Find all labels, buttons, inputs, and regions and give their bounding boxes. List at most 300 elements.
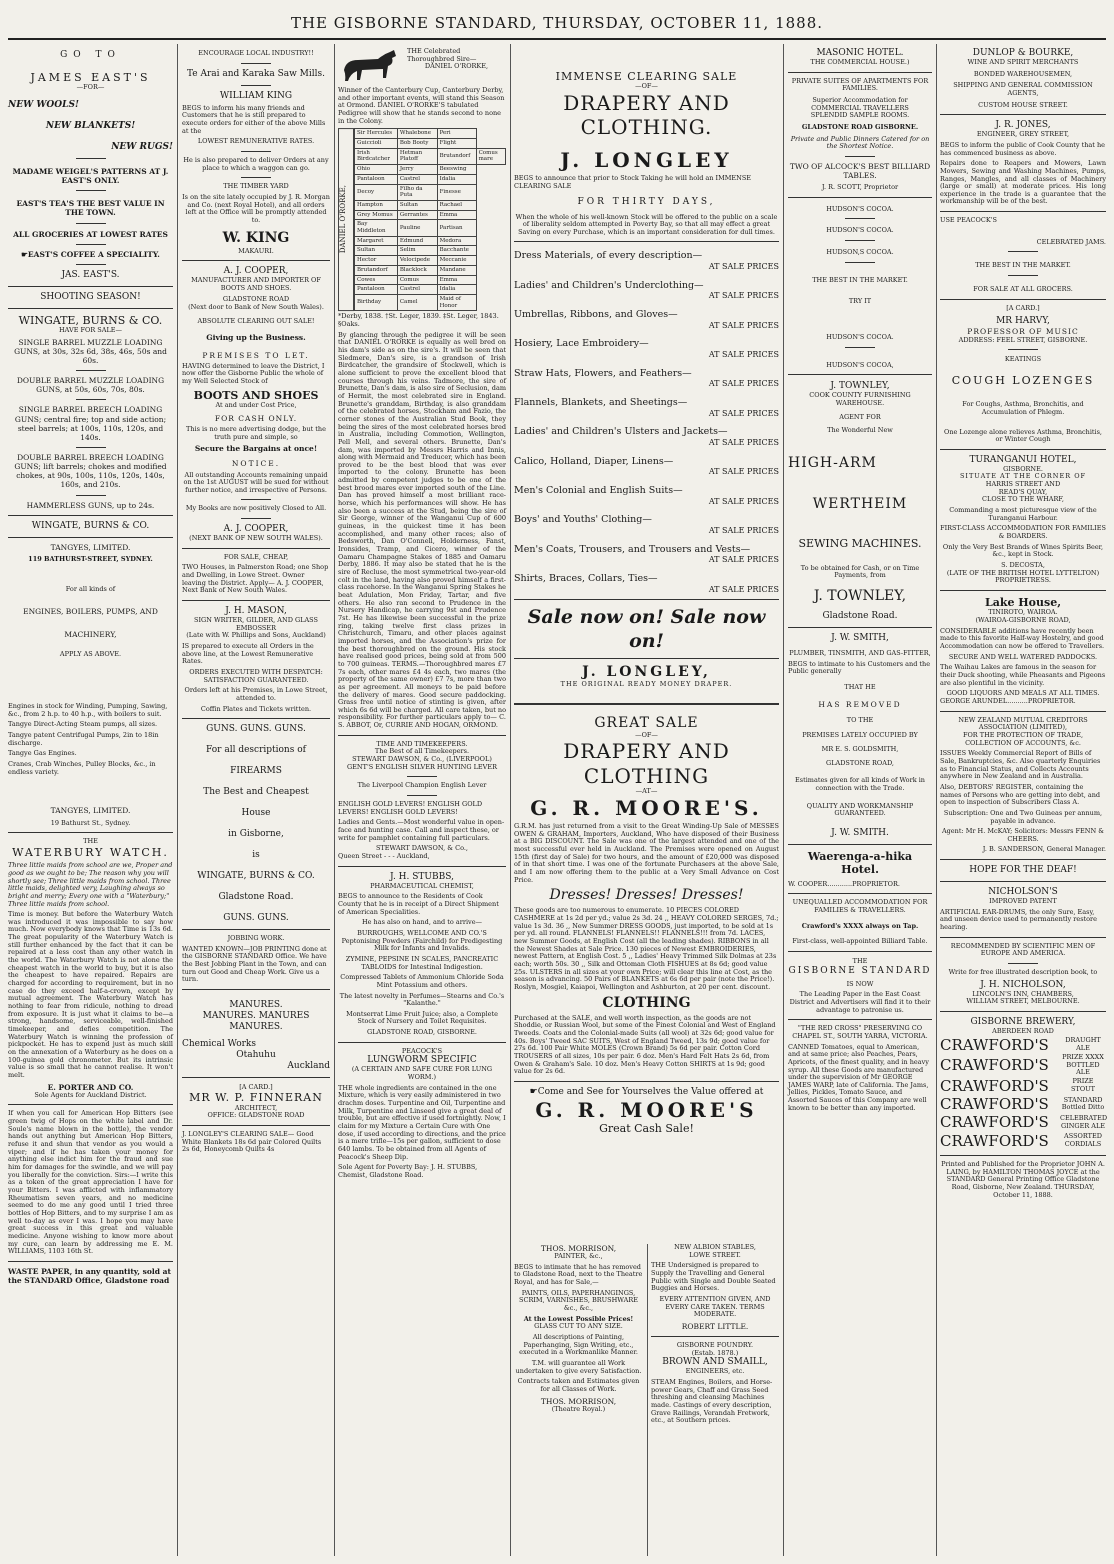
sale-item-price: AT SALE PRICES (708, 408, 779, 418)
sale-item-price: AT SALE PRICES (708, 291, 779, 301)
waihau-lakes: The Waihau Lakes are famous in the season for their Duck shooting, while Pheasants and Pigeons are also plentiful in the vicinity. (940, 663, 1106, 687)
best-timekeepers: The Best of all Timekeepers. (374, 747, 470, 756)
divider (940, 1155, 1106, 1156)
pedigree-row (355, 165, 506, 175)
robert-little: ROBERT LITTLE. (681, 1321, 749, 1331)
use-peacocks: USE PEACOCK'S (940, 216, 997, 225)
come-and-see (514, 1087, 779, 1098)
sale-item (514, 280, 779, 301)
every-attention: EVERY ATTENTION GIVEN, AND EVERY CARE TAKEN. TERMS MODERATE. (659, 1294, 771, 1319)
divider (788, 197, 932, 198)
proprietress: PROPRIETRESS. (995, 576, 1051, 585)
gisborne-label: GISBORNE. (1003, 464, 1043, 473)
zymine: ZYMINE, PEPSINE IN SCALES, PANCREATIC TABLOIDS for Intestinal Indigestion. (345, 954, 499, 971)
jh-nicholson: J. H. NICHOLSON, (980, 979, 1066, 990)
pedigree-row (355, 220, 506, 236)
situate: SITUATE AT THE CORNER OF (959, 472, 1087, 481)
burroughs: BURROUGHS, WELLCOME AND CO.'S Peptonising Powders (Fairchild) for Predigesting Milk for Infants and Invalids. (341, 928, 503, 953)
sale-item-price: AT SALE PRICES (708, 584, 779, 594)
pedigree-cell: Whalebone (397, 129, 437, 139)
divider (241, 518, 271, 519)
dunlop-bourke: DUNLOP & BOURKE, (972, 48, 1074, 58)
pedigree-cell: Velocipede (397, 256, 437, 266)
hop-bitters-text: If when you call for American Hop Bitters (see green twig of Hops on the white label and Dr. Soule's name blown in the bottle), the vendor hands out anything but American Hop Bitters, refuse it and shun that vendor as you would a viper; and if he has taken your money for anything else indict him for the fraud and sue him for damages for the swindle, and we will pay you liberally for the conviction. Sirs:—I write this as a token of the great appreciation I have for your Bitters. I was afflicted with inflammatory Rheumatism seven years, and no medicine seemed to do me any good until I tried three bottles of Hop Bitters, and to my surprise I am as well to-day as ever I was. I hope you may have great success in this great and valuable medicine. Anyone wishing to know more about my cure, can learn by addressing me E. M. WILLIAMS, 1103 16th St. (8, 1109, 173, 1256)
crawfords-row (940, 1077, 1106, 1095)
foundry-heading: GISBORNE FOUNDRY. (676, 1341, 754, 1350)
contracts: Contracts taken and Estimates given for all Classes of Work. (517, 1377, 640, 1393)
divider (940, 449, 1106, 450)
timber-text: Is on the site lately occupied by J. R. Morgan and Co. (next Royal Hotel), and all orders left at the Office will be promptly attended to. (182, 192, 330, 224)
gas-engines: Tangye Gas Engines. (8, 749, 77, 758)
sole-agent: Sole Agent for Poverty Bay: J. H. STUBBS, Chemist, Gladstone Road. (338, 1163, 478, 1179)
goldsmith: MR E. S. GOLDSMITH, (821, 744, 899, 753)
divider (845, 347, 875, 348)
pedigree-cell: Bob Booty (397, 138, 437, 148)
divider (182, 929, 330, 930)
considerable: CONSIDERABLE additions have recently been made to this favorite Half-way Hostelry, and good Accommodation can now be offered to Travellers. (940, 626, 1105, 651)
column-rule (647, 1244, 648, 1556)
cocoa-4: HUDSON'S COCOA. (826, 333, 894, 342)
groceries-ad: ALL GROCERIES AT LOWEST RATES (13, 229, 168, 239)
coffee-ad (8, 250, 173, 259)
come-text: Come and See for Yourselves the Value offered at (537, 1086, 764, 1097)
king-text: BEGS to inform his many friends and Customers that he is still prepared to execute orders for either of the above Mills at the (182, 103, 326, 135)
wonderful-new: The Wonderful New (827, 426, 893, 435)
ladies-text: Ladies and Gents.—Most wonderful value in open-face and hunting case. Call and inspect these, or write for pamphlet containing full particulars. (338, 818, 505, 842)
w-king-heading: W. KING (222, 230, 290, 247)
divider (788, 627, 932, 628)
divider (182, 548, 330, 549)
pedigree-sire-label: DANIEL O'RORKE, (338, 128, 354, 311)
divider (788, 374, 932, 375)
divider (940, 114, 1106, 115)
column-rule (334, 44, 335, 1556)
printed-published: Printed and Published for the Proprietor JOHN A. LAING, by HAMILTON THOMAS JOYCE at the STANDARD General Printing Office Gladstone Road, Gisborne, New Zealand. THURSDAY, October 11, 1888. (941, 1160, 1105, 1199)
gladstone-rd: Gladstone Road. (822, 610, 898, 621)
crawfords-desc: DRAUGHT ALE (1065, 1036, 1101, 1052)
manures-3: MANURES. (229, 1021, 283, 1032)
masthead-rule (8, 38, 1106, 40)
divider (76, 495, 106, 496)
morrison-heading-2: THOS. MORRISON, (540, 1396, 617, 1406)
pedigree-note: *Derby, 1838. †St. Leger, 1839. ‡St. Leger, 1843. §Oaks. (338, 312, 499, 328)
divider (241, 85, 271, 86)
debtors-text: Also, DEBTORS' REGISTER, containing the names of Persons who are getting into debt, and open to inspection of Subscribers Class A. (940, 782, 1101, 807)
of-line-2: —OF— (635, 730, 658, 739)
issues-text: ISSUES Weekly Commercial Report of Bills of Sale, Bankruptcies, &c. Also quarterly Enquiries as to Financial Status, and Collects Accounts anywhere in New Zealand and in Australia. (940, 749, 1101, 781)
gold-levers: ENGLISH GOLD LEVERS! ENGLISH GOLD LEVERS! ENGLISH GOLD LEVERS! (338, 800, 483, 816)
divider (182, 600, 330, 601)
waterbury-text: Time is money. But before the Waterbury Watch was introduced it was impossible to say how much. Now everybody knows that Time is 13s 6d. The great popularity of the Waterbury Watch is still further enhanced by the fact that it can be repaired at a less cost than any other watch in the world. The Waterbury Watch is not alone the cheapest watch in the world to buy, but it is also the cheapest to have repaired. Repairs are charged for according to requirement, but in no case do they exceed half-a-crown, except by mutual agreement. The Waterbury Watch has nothing to fear from ridicule, nothing to dread from exposure. It is just what it claims to be—a strong, handsome, serviceable, well-finished timekeeper, and defies competition. The Waterbury Watch is winning the profession of pickpocket. He has to expend just as much skill on the annexation of a Waterbury as he does on a 100-guinea gold chronometer. But its intrinsic value is so small that he cannot realise. It won't melt. (8, 910, 173, 1079)
gladstone-gisborne: GLADSTONE ROAD, GISBORNE. (367, 1028, 477, 1037)
crawfords-desc: PRIZE XXXX BOTTLED ALE (1062, 1052, 1104, 1077)
sewing-machines: SEWING MACHINES. (798, 537, 922, 551)
pedigree-cell: Flight (437, 138, 476, 148)
longley-blankets: J. LONGLEY'S CLEARING SALE— Good White Blankets 18s 6d pair Colored Quilts 2s 6d, Honeycomb Quilts 4s (182, 1130, 322, 1154)
dinners: Private and Public Dinners Catered for on the Shortest Notice. (790, 134, 930, 151)
secure-bargains: Secure the Bargains at once! (194, 444, 318, 454)
engines-line: ENGINES, BOILERS, PUMPS, AND (23, 607, 158, 617)
when-text: When the whole of his well-known Stock will be offered to the public on a scale of liberality seldom attempted in Poverty Bay, so that all may effect a great Saving on every Purchase, which is an important consideration for dull times. (515, 212, 778, 236)
crawfords-name: CRAWFORD'S (940, 1095, 1049, 1114)
pedigree-row (355, 210, 506, 220)
cough-lozenges: COUGH LOZENGES (951, 373, 1095, 387)
waterbury-poem: Three little maids from school are we, Proper and good as we ought to be; The reason why you will shortly see; Three little maids from school. Three little maids, delighted very, Laughing always so bright and merry; Every one with a "Waterbury;" Three little maids from school. (8, 861, 173, 908)
pedigree-cell: Comus mare (476, 148, 505, 164)
moores-heading-2: G. R. MOORE'S (535, 1097, 758, 1122)
stables-foundry-ad (651, 1244, 779, 1556)
auckland: Auckland (287, 1060, 330, 1071)
sale-item-price: AT SALE PRICES (708, 320, 779, 330)
harris-street: HARRIS STREET AND (985, 480, 1061, 489)
unequalled: UNEQUALLED ACCOMMODATION FOR FAMILIES & TRAVELLERS. (792, 898, 928, 914)
mason-heading: J. H. MASON, (225, 606, 287, 617)
celebrated-jams: CELEBRATED JAMS. (1036, 237, 1106, 246)
crawfords-name: CRAWFORD'S (940, 1076, 1049, 1095)
paints-list: PAINTS, OILS, PAPERHANGINGS, SCRIM, VARNISHES, BRUSHWARE &c., &c., (519, 1288, 638, 1313)
two-houses: TWO Houses, in Palmerston Road; one Shop and Dwelling, in Lowe Street. Owner leaving the District. Apply— A. J. COOPER, Next Bank of New South Wales. (182, 563, 329, 595)
albion-heading: NEW ALBION STABLES, (674, 1243, 756, 1251)
pedigree-cell: Castrel (397, 285, 437, 295)
chemist-label: PHARMACEUTICAL CHEMIST, (370, 881, 474, 890)
sale-item-label: Ladies' and Children's Ulsters and Jackets— (514, 426, 728, 438)
divider (76, 264, 106, 265)
furnishing-warehouse: COOK COUNTY FURNISHING WAREHOUSE. (809, 391, 911, 408)
late-british: (LATE OF THE BRITISH HOTEL LYTTELTON) (946, 568, 1100, 577)
gladstone-road: GLADSTONE ROAD (222, 295, 290, 304)
pedigree-row (355, 184, 506, 200)
one-lozenge: One Lozenge alone relieves Asthma, Bronchitis, or Winter Cough (943, 427, 1102, 444)
coffin-plates: Coffin Plates and Tickets written. (200, 704, 312, 713)
pedigree-cell: Hampton (355, 200, 398, 210)
cocoa-3: HUDSON,S COCOA. (826, 248, 894, 257)
coffee-text: EAST'S COFFEE A SPECIALITY. (27, 249, 160, 259)
sanderson: J. B. SANDERSON, General Manager. (982, 845, 1106, 854)
crawfords-name: CRAWFORD'S (940, 1035, 1049, 1054)
gun-item: DOUBLE BARREL MUZZLE LOADING GUNS, at 50s, 60s, 70s, 80s. (16, 376, 165, 395)
divider (940, 1011, 1106, 1012)
giving-up: Giving up the Business. (206, 333, 306, 343)
sale-item-label: Dress Materials, of every description— (514, 250, 703, 262)
pedigree-cell: Irish Birdcatcher (355, 148, 398, 164)
agent-for: AGENT FOR (839, 412, 881, 421)
crawfords-name: CRAWFORD'S (940, 1056, 1049, 1075)
pedigree-cell: Sir Hercules (355, 129, 398, 139)
waerenga-hotel: Waerenga-a-hika Hotel. (807, 849, 913, 877)
longley-heading-2: J. LONGLEY, (582, 663, 711, 680)
pedigree-cell: Rachael (437, 200, 476, 210)
lime-juice: Montserrat Lime Fruit Juice; also, a Complete Stock of Nursery and Toilet Requisites. (346, 1009, 498, 1026)
pedigree-cell: Margaret (355, 236, 398, 246)
sale-item-label: Umbrellas, Ribbons, and Gloves— (514, 309, 678, 321)
divider (940, 859, 1106, 860)
pedigree-cell: Maid of Honor (437, 294, 476, 310)
scott-proprietor: J. R. SCOTT, Proprietor (821, 183, 899, 192)
crawfords-list (940, 1036, 1106, 1150)
masonic-address: GLADSTONE ROAD GISBORNE. (801, 122, 919, 131)
column-rule (936, 44, 937, 1556)
sale-item-label: Ladies' and Children's Underclothing— (514, 279, 704, 291)
for-all-kinds: For all kinds of (65, 584, 116, 593)
pedigree-cell: Camel (397, 294, 437, 310)
jones-text: BEGS to inform the public of Cook County that he has commenced business as above. (940, 140, 1106, 157)
mason-late: (Late with W. Phillips and Sons, Auckland) (186, 631, 326, 640)
divider (514, 1081, 779, 1082)
gun-item: DOUBLE BARREL BREECH LOADING GUNS; lift barrels; chokes and modified chokes, at 90s, 100s, 110s, 120s, 140s, 160s, and 210s. (14, 453, 167, 490)
private-suites: PRIVATE SUITES OF APARTMENTS FOR FAMILIES. (791, 76, 929, 93)
divider (8, 1104, 173, 1105)
pedigree-cell: Brutandorf (355, 265, 398, 275)
makauri: MAKAURI. (238, 246, 274, 255)
wertheim: WERTHEIM (812, 496, 908, 513)
pedigree-cell: Sultan (397, 200, 437, 210)
best-cheapest: The Best and Cheapest (203, 787, 309, 798)
crawfords-row (940, 1054, 1106, 1077)
pedigree-cell: Bay Middleton (355, 220, 398, 236)
masonic-hotel: MASONIC HOTEL. (816, 48, 904, 58)
brown-text: STEAM Engines, Boilers, and Horse-power Gears, Chaff and Grass Seed threshing and cleansing Machines made. Castings of every description, Grave Railings, Verandah Fretwork, etc., at Southern prices. (651, 1377, 773, 1425)
for-line: —FOR— (76, 83, 105, 92)
sale-item-label: Shirts, Braces, Collars, Ties— (514, 573, 658, 585)
protection-trade: FOR THE PROTECTION OF TRADE, COLLECTION OF ACCOUNTS, &c. (962, 730, 1084, 747)
sale-item (514, 456, 779, 477)
divider (76, 370, 106, 371)
pedigree-row (355, 294, 506, 310)
morrison-ad (514, 1244, 643, 1556)
pedigree-row (355, 138, 506, 148)
liverpool-lever: The Liverpool Champion English Lever (357, 781, 487, 790)
stewart-dawson: STEWART DAWSON, & Co., (LIVERPOOL) (352, 755, 492, 764)
crawfords-desc: ASSORTED CORDIALS (1064, 1132, 1102, 1148)
crawfords-desc: CELEBRATED GINGER ALE (1060, 1113, 1108, 1130)
divider (651, 1336, 779, 1337)
crawfords-row (940, 1095, 1106, 1113)
peacock-heading: PEACOCK'S (401, 1046, 443, 1055)
sale-item (514, 397, 779, 418)
lowe-street: LOWE STREET. (689, 1250, 741, 1259)
column-1 (8, 44, 173, 1556)
great-sale: GREAT SALE (594, 714, 699, 731)
thirty-days: FOR THIRTY DAYS, (577, 196, 716, 207)
sale-item-price: AT SALE PRICES (708, 526, 779, 536)
tangyes-heading: TANGYES, LIMITED. (50, 542, 131, 552)
deliver-text: He is also prepared to deliver Orders at any place to which a waggon can go. (183, 155, 329, 172)
pedigree-cell: Meccanie (437, 256, 476, 266)
sale-item-price: AT SALE PRICES (708, 438, 779, 448)
lincolns-inn: LINCOLN'S INN, CHAMBERS, (972, 989, 1074, 998)
divider (8, 308, 173, 309)
waste-paper: WASTE PAPER, in any quantity, sold at the STANDARD Office, Gladstone road (8, 1266, 171, 1285)
pedigree-cell: Hetman Platoff (397, 148, 437, 164)
billiard-table: First-class, well-appointed Billiard Table. (792, 937, 928, 946)
divider (8, 537, 173, 538)
books-closed: My Books are now positively Closed to All. (185, 504, 327, 513)
smith-text: BEGS to intimate to his Customers and the Public generally (788, 659, 931, 676)
pedigree-cell: Gerrantes (397, 210, 437, 220)
new-blankets: NEW BLANKETS! (45, 121, 136, 131)
lake-house: Lake House, (984, 596, 1062, 610)
mason-subtitle: SIGN WRITER, GILDER, AND GLASS EMBOSSER (194, 616, 318, 632)
crawfords-desc: PRIZE STOUT (1071, 1077, 1095, 1093)
canned-text: CANNED Tomatoes, equal to American, and at same price; also Peaches, Pears, Apricots, of the finest quality, and in heavy syrup. All these Goods are manufactured under the supervision of Mr GEORGE JAMES WARP, late of California. The Jams, Jellies, Pickles, Tomato Sauce, and Assorted Sauces of this Company are well known to be better than any imported. (788, 1042, 929, 1112)
orders-left: Orders left at his Premises, in Lowe Street, attended to. (184, 686, 328, 702)
pedigree-row (355, 246, 506, 256)
go-to-heading: GO TO (60, 50, 121, 60)
of-line: —OF— (635, 82, 658, 91)
pedigree-cell: Blacklock (397, 265, 437, 275)
divider (940, 211, 1106, 212)
sale-item-label: Men's Colonial and English Suits— (514, 485, 683, 497)
sale-item-price: AT SALE PRICES (708, 350, 779, 360)
sale-item (514, 514, 779, 535)
pedigree-row (355, 265, 506, 275)
dresses-heading: Dresses! Dresses! Dresses! (549, 887, 744, 904)
gladstone-road-3: GLADSTONE ROAD, (826, 758, 894, 767)
no-mere: This is no mere advertising dodge, but the truth pure and simple, so (186, 424, 326, 441)
jobbing-work: JOBBING WORK. (227, 933, 285, 942)
moore-text: G.R.M. has just returned from a visit to the Great Winding-Up Sale of MESSES OWEN & GRAHAM, Importers, Auckland, Who have disposed of their Business at a BIG DISCOUNT. The Sale was one of the largest attended and one of the most successful ever held in Auckland. The Premises were opened on August 15th (first day of Sale) for two hours, and the amount of £20,000 was disposed of in that short time. I was one of the fortunate Purchasers at the above Sale, and I am now offering them to the public at a Very Small Advance on Cost Price. (514, 822, 779, 884)
office-address: OFFICE: GLADSTONE ROAD (207, 1111, 305, 1120)
engineers-label: ENGINEERS, etc. (685, 1367, 745, 1376)
masthead: THE GISBORNE STANDARD, THURSDAY, OCTOBER 11, 1888. (290, 14, 824, 32)
notice-text: All outstanding Accounts remaining unpaid on the 1st AUGUST will be sued for without further notice, and irrespective of Persons. (183, 470, 329, 494)
turanganui-hotel: TURANGANUI HOTEL, (969, 454, 1077, 465)
to-the: TO THE (846, 715, 874, 724)
william-king: WILLIAM KING (219, 90, 293, 101)
divider (338, 735, 506, 736)
divider (241, 63, 271, 64)
divider (788, 951, 932, 952)
celebrated-sire: THE Celebrated Thoroughbred Sire— (407, 47, 477, 63)
column-3 (338, 44, 506, 1556)
next-bank: (Next door to Bank of New South Wales). (188, 303, 324, 312)
column-rule (783, 44, 784, 1556)
divider (788, 72, 932, 73)
sale-item-price: AT SALE PRICES (708, 467, 779, 477)
pedigree-row (355, 236, 506, 246)
a-card: [A CARD.] (239, 1082, 273, 1091)
tangyes-limited: TANGYES, LIMITED. (50, 806, 131, 816)
divider (76, 190, 106, 191)
the-label: THE (852, 956, 868, 965)
perfumes: The latest novelty in Perfumes—Stearns and Co.'s "Kalanthe." (339, 991, 505, 1008)
divider (8, 515, 173, 516)
sale-item (514, 544, 779, 565)
peacock-text: THE whole ingredients are contained in the one Mixture, which is very easily administered in two drachm doses. Turpentine and Oil, Turpentine and Milk, Turpentine and Linseed give a great deal of trouble, but are effective if used fortnightly. Now, I claim for my Mixture a Certain Cure with One dose, if used according to directions, and the price is a mere trifle—15s per gallon, sufficient to dose 640 lambs. To be obtained from all Agents of Peacock's Sheep Dip. (338, 1083, 506, 1161)
nicholsons: NICHOLSON'S (988, 887, 1058, 898)
moores-heading: G. R. MOORE'S. (530, 795, 763, 820)
pedigree-row (355, 285, 506, 295)
leading-paper: The Leading Paper in the East Coast District and Advertisers will find it to their advantage to patronise us. (789, 990, 931, 1014)
sale-item (514, 573, 779, 594)
divider (182, 1077, 330, 1078)
divider (1008, 349, 1038, 350)
divider (241, 151, 271, 152)
hope-deaf: HOPE FOR THE DEAF! (969, 865, 1077, 876)
sale-item (514, 309, 779, 330)
wairoa-road: (WAIROA-GISBORNE ROAD, (975, 616, 1071, 625)
smith-heading-2: J. W. SMITH. (831, 827, 889, 838)
absolute-sale: ABSOLUTE CLEARING OUT SALE! (197, 316, 315, 325)
sale-item-label: Straw Hats, Flowers, and Feathers— (514, 367, 692, 379)
waterbury-heading: WATERBURY WATCH. (12, 845, 169, 859)
jones-heading: J. R. JONES, (995, 120, 1051, 131)
gun-item: SINGLE BARREL MUZZLE LOADING GUNS, at 30s, 32s 6d, 38s, 46s, 50s and 60s. (14, 337, 167, 366)
sale-item (514, 368, 779, 389)
tangyes-sydney: 19 Bathurst St., Sydney. (50, 818, 131, 827)
aberdeen-road: ABERDEEN ROAD (992, 1026, 1054, 1035)
cash-sale: Great Cash Sale! (599, 1122, 694, 1136)
pedigree-text: By glancing through the pedigree it will be seen that DANIEL O'RORKE is equally as well bred on his dam's side as on the sire's. It will be seen that Sledmere, Dan's sire, is a grandson of Irish Birdcatcher, the grandsire of Stockwell, which is alone sufficient to prove the excellent blood that courses through his veins. Tadmore, the sire of Brunette, Dan's dam, is also sire of Seclusion, dam of Hermit, the most celebrated sire in England. Brunette's granddam, Birthday, is also granddam of the celebrated horses, Stockham and Fazio, the corner stones of the Australian Stud Book, they being the sires of the most celebrated horses bred in Australia, including Commotion, Wellington, Pell Mell, and several others. Brunette, Dan's dam, was imported by Messrs Harris and Innis, along with Mermaid and Treducer, which has been proved to be the best blood that was ever imported to the colony. Brunette has been admitted by competent judges to be one of the best brood mares ever imported south of the Line. Dan has proved himself a most brilliant race-horse, which his performances will show. He has also been a success at the Stud, being the sire of Sir George, winner of the Wanganui Cup of 600 guineas, in the quickest time it has been accomplished, and many other races; also of Bedsworth, Dan O'Connell, Holderness, Fanst, Ironsides, Tramp, and Cicero, winner of the Oamaru Champagne Stakes of 1885 and Oamaru Derby, 1886. It may also be stated that he is the sire of Recluse, the most symmetrical two-year-old colt in the land, having also proved himself a first-class racehorse. In the Wanganui Spring Stakes he beat Adulation, Mon Friday, Tartar, and five others. He also ran second to Prudence in the Nursery Handicap, he carrying 9st and Prudence 7st. He has likewise been successful in the prize ring, taking twelve first class prizes in Christchurch, Timaru, and other places against imported horses, and the Association's prize for the best thoroughbred on the ground. His stock have realised good prices, being sold at from 500 to 700 guineas. TERMS.—Thoroughbred mares £7 7s each, other mares £4 4s each, two mares (the property of the same owner) £7 7s, more than two as per agreement. All moneys to be paid before the delivery of mares. Good secure paddocking. Grass free until notice of stinting is given, after which 6s 6d will be charged. All care taken, but no responsibility. For further particulars apply to— C. S. ABBOT, Or, CURRIE AND HOGAN, ORMOND. (338, 330, 506, 730)
divider (788, 893, 932, 894)
pedigree-row (355, 275, 506, 285)
column-rule (177, 44, 178, 1556)
pedigree-row (355, 174, 506, 184)
commercial-house: THE COMMERCIAL HOUSE.) (810, 57, 910, 66)
pedigree-cell: Emma (437, 210, 476, 220)
divider (241, 177, 271, 178)
mason-text: IS prepared to execute all Orders in the above line, at the Lowest Remunerative Rates. (182, 641, 314, 666)
pedigree-cell: Selim (397, 246, 437, 256)
divider (940, 299, 1106, 300)
dresses-text: These goods are too numerous to enumerate. 10 PIECES COLORED CASHMERE at 1s 2d per yd.; value 2s 3d. 24 ,, HEAVY COLORED SERGES, 7d.; value 1s 3d. 36 ,, New Summer DRESS GOODS, just imported, to be sold at 1s per yd. all round. FLANNELS! FLANNELS!! FLANNELS!!! from 7d. LACES, new Summer Goods, at English Cost (all the leading shades). RIBBONS in all the Newest Shades at Sale Price. 130 pieces of Newest EMBROIDERIES, newest Pattern, at English Cost. 5 ,, Ladies' Heavy Trimmed Silk Dolmas at 23s each; worth 50s. 30 ,, Silk and Ottoman Cloth FISHUES at 8s 6d; good value 25s. ULSTERS in all sizes at your own Price; will clear this line at Cost, as the season is advancing. 50 Pairs of BLANKETS at 6s 6d per pair (note the Price!). Roslyn, Mosgiel, Kaiapoi, Wellington and Ashburton, at 20 per cent. discount. (514, 906, 779, 991)
tm-guarantee: T.M. will guarantee all Work undertaken to give every Satisfaction. (515, 1359, 642, 1375)
having-text: HAVING determined to leave the District, I now offer the Gisborne Public the whole of my Well Selected Stock of (182, 361, 325, 386)
teas-ad: EAST'S TEA'S THE BEST VALUE IN THE TOWN. (16, 199, 165, 218)
tangyes-address: 119 BATHURST-STREET, SYDNEY. (28, 554, 153, 563)
column-4 (514, 44, 779, 1136)
pedigree-cell: Medora (437, 236, 476, 246)
all-descriptions: All descriptions of Painting, Paperhanging, Sign Writing, etc., executed in a Workmanlike Manner. (519, 1333, 638, 1357)
close-wharf: CLOSE TO THE WHARF, (982, 495, 1064, 504)
write-free: Write for free illustrated description book, to (948, 968, 1098, 977)
divider (845, 240, 875, 241)
sample-rooms: SPLENDID SAMPLE ROOMS. (810, 111, 910, 120)
ready-money-draper: THE ORIGINAL READY MONEY DRAPER. (560, 679, 733, 688)
lowest-prices: At the Lowest Possible Prices! (523, 1314, 634, 1323)
theatre-royal: (Theatre Royal.) (551, 1404, 606, 1413)
at-line: —AT— (635, 787, 658, 796)
next-bank-2: (NEXT BANK OF NEW SOUTH WALES). (189, 534, 323, 543)
notice-heading: NOTICE. (231, 459, 281, 469)
wingate-heading: WINGATE, BURNS & CO. (18, 313, 163, 327)
premises-lately: PREMISES LATELY OCCUPIED BY (802, 731, 918, 740)
timber-yard: THE TIMBER YARD (223, 182, 289, 191)
column-2 (182, 44, 330, 1556)
recommended: RECOMMENDED BY SCIENTIFIC MEN OF EUROPE AND AMERICA. (950, 941, 1096, 958)
repairs-text: Repairs done to Reapers and Mowers, Lawn Mowers, Sewing and Washing Machines, Pumps, Ranges, Mangles, and all classes of Machinery (large or small) at moderate prices. His long experience in the trade is a guarantee that the workmanship will be of the best. (940, 159, 1106, 206)
divider (940, 881, 1106, 882)
cocoa-5: HUDSON'S COCOA, (826, 360, 894, 369)
divider (407, 776, 437, 777)
queen-street: Queen Street - - - Auckland, (338, 852, 430, 860)
divider (182, 989, 330, 990)
horse-icon (338, 48, 404, 84)
professor-music: PROFESSOR OF MUSIC (967, 327, 1079, 337)
sale-item-price: AT SALE PRICES (708, 555, 779, 565)
mr-harvy: MR HARVY, (996, 316, 1050, 327)
te-arai-heading: Te Arai and Karaka Saw Mills. (186, 68, 326, 79)
pedigree-cell: Ohio (355, 165, 398, 175)
divider (845, 262, 875, 263)
pedigree-row (355, 256, 506, 266)
divider (76, 158, 106, 159)
in-gisborne: in Gisborne, (228, 829, 284, 840)
pedigree-cell: Peri (437, 129, 476, 139)
porter-name: E. PORTER AND CO. (47, 1082, 134, 1092)
column-6 (940, 44, 1106, 1556)
clothing-heading: CLOTHING (602, 994, 691, 1011)
